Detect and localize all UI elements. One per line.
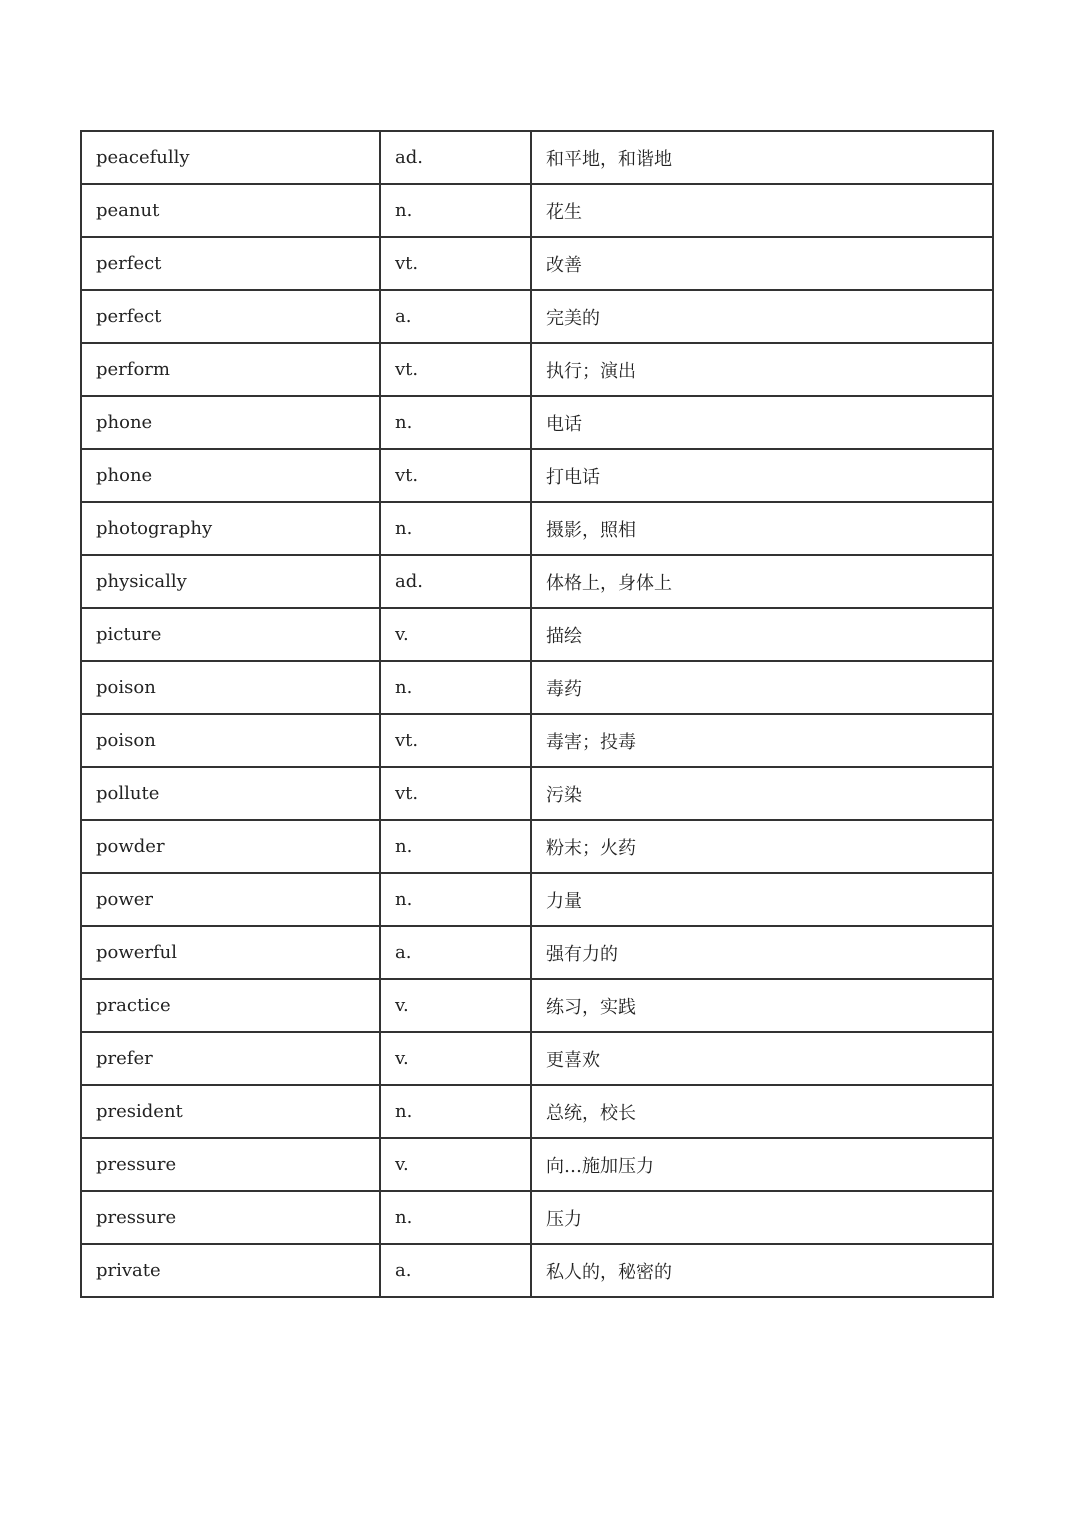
meaning-cell: 和平地，和谐地 <box>531 131 993 184</box>
word-cell: pressure <box>81 1138 380 1191</box>
word-cell: pollute <box>81 767 380 820</box>
word-cell: pressure <box>81 1191 380 1244</box>
table-row <box>81 820 993 873</box>
table-row <box>81 184 993 237</box>
part-of-speech-cell: ad. <box>380 555 531 608</box>
word-cell: poison <box>81 714 380 767</box>
word-cell: private <box>81 1244 380 1297</box>
meaning-cell: 毒害；投毒 <box>531 714 993 767</box>
meaning-cell: 总统，校长 <box>531 1085 993 1138</box>
meaning-cell: 完美的 <box>531 290 993 343</box>
table-row <box>81 343 993 396</box>
table-row <box>81 237 993 290</box>
table-row <box>81 1032 993 1085</box>
table-row <box>81 1138 993 1191</box>
table-row <box>81 979 993 1032</box>
meaning-cell: 描绘 <box>531 608 993 661</box>
word-cell: powder <box>81 820 380 873</box>
word-cell: power <box>81 873 380 926</box>
meaning-cell: 体格上，身体上 <box>531 555 993 608</box>
part-of-speech-cell: vt. <box>380 449 531 502</box>
part-of-speech-cell: vt. <box>380 343 531 396</box>
part-of-speech-cell: v. <box>380 1138 531 1191</box>
part-of-speech-cell: n. <box>380 1085 531 1138</box>
meaning-cell: 力量 <box>531 873 993 926</box>
part-of-speech-cell: vt. <box>380 714 531 767</box>
table-row <box>81 1191 993 1244</box>
part-of-speech-cell: v. <box>380 1032 531 1085</box>
word-cell: perform <box>81 343 380 396</box>
word-cell: president <box>81 1085 380 1138</box>
table-row <box>81 926 993 979</box>
word-cell: perfect <box>81 290 380 343</box>
word-cell: physically <box>81 555 380 608</box>
part-of-speech-cell: vt. <box>380 237 531 290</box>
table-row <box>81 661 993 714</box>
word-cell: phone <box>81 449 380 502</box>
meaning-cell: 向…施加压力 <box>531 1138 993 1191</box>
part-of-speech-cell: a. <box>380 1244 531 1297</box>
meaning-cell: 污染 <box>531 767 993 820</box>
meaning-cell: 电话 <box>531 396 993 449</box>
meaning-cell: 粉末；火药 <box>531 820 993 873</box>
word-cell: prefer <box>81 1032 380 1085</box>
part-of-speech-cell: n. <box>380 1191 531 1244</box>
meaning-cell: 打电话 <box>531 449 993 502</box>
word-cell: perfect <box>81 237 380 290</box>
table-row <box>81 555 993 608</box>
word-cell: photography <box>81 502 380 555</box>
meaning-cell: 毒药 <box>531 661 993 714</box>
part-of-speech-cell: a. <box>380 926 531 979</box>
table-row <box>81 396 993 449</box>
table-row <box>81 1085 993 1138</box>
table-row <box>81 873 993 926</box>
part-of-speech-cell: v. <box>380 608 531 661</box>
meaning-cell: 执行；演出 <box>531 343 993 396</box>
meaning-cell: 摄影，照相 <box>531 502 993 555</box>
word-cell: poison <box>81 661 380 714</box>
word-cell: picture <box>81 608 380 661</box>
table-row <box>81 502 993 555</box>
part-of-speech-cell: n. <box>380 184 531 237</box>
meaning-cell: 更喜欢 <box>531 1032 993 1085</box>
vocabulary-table <box>80 130 994 1298</box>
table-row <box>81 714 993 767</box>
table-row <box>81 767 993 820</box>
part-of-speech-cell: n. <box>380 873 531 926</box>
meaning-cell: 改善 <box>531 237 993 290</box>
part-of-speech-cell: v. <box>380 979 531 1032</box>
table-row <box>81 608 993 661</box>
part-of-speech-cell: n. <box>380 502 531 555</box>
part-of-speech-cell: vt. <box>380 767 531 820</box>
table-row <box>81 290 993 343</box>
table-row <box>81 449 993 502</box>
table-row <box>81 1244 993 1297</box>
part-of-speech-cell: ad. <box>380 131 531 184</box>
word-cell: peacefully <box>81 131 380 184</box>
part-of-speech-cell: n. <box>380 661 531 714</box>
part-of-speech-cell: n. <box>380 820 531 873</box>
meaning-cell: 练习，实践 <box>531 979 993 1032</box>
word-cell: peanut <box>81 184 380 237</box>
meaning-cell: 私人的，秘密的 <box>531 1244 993 1297</box>
meaning-cell: 压力 <box>531 1191 993 1244</box>
part-of-speech-cell: a. <box>380 290 531 343</box>
meaning-cell: 花生 <box>531 184 993 237</box>
word-cell: phone <box>81 396 380 449</box>
vocabulary-table-body <box>81 131 993 1297</box>
word-cell: practice <box>81 979 380 1032</box>
table-row <box>81 131 993 184</box>
meaning-cell: 强有力的 <box>531 926 993 979</box>
word-cell: powerful <box>81 926 380 979</box>
part-of-speech-cell: n. <box>380 396 531 449</box>
